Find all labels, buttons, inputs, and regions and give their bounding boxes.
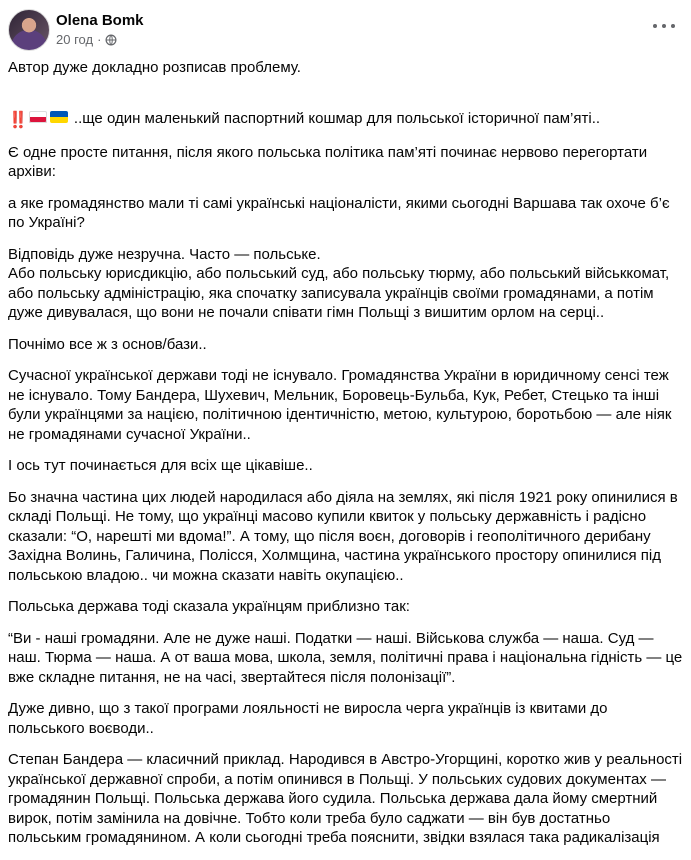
paragraph-8: І ось тут починається для всіх ще цікавіше.. bbox=[8, 457, 313, 474]
paragraph-9: Бо значна частина цих людей народилася або діяла на землях, які після 1921 року опинилися в складі Польщі. Не тому, що українці масово купили квиток у польську державність і радісно сказали: “О, нарешті ми вдома!”. А тому, що після воєн, договорів і геополітичного дерибану Західна Волинь, Галичина, Полісся, Холмщина, частина українського простору опинилися під польською владою.. чи можна сказати навіть окупацією.. bbox=[8, 488, 678, 584]
paragraph-5: Відповідь дуже незручна. Часто — польське. Або польську юрисдикцію, або польський суд, або польську тюрму, або польський військкомат, або польську адміністрацію, яка спочатку записувала українців своїми громадянами, а потім дуже дивувалася, що вони не почали співати гімн Польщі з вишитим орлом на серці.. bbox=[8, 245, 670, 321]
meta-separator: · bbox=[97, 32, 102, 47]
post-header bbox=[8, 9, 691, 51]
post-text bbox=[8, 58, 683, 860]
paragraph-7: Сучасної української держави тоді не існувало. Громадянства України в юридичному сенсі теж не існувало. Тому Бандера, Шухевич, Мельник, Боровець-Бульба, Кук, Ребет, Стецько та інші були українцями за нацією, політичною ідентичністю, метою, культурою, боротьбою — але ніяк не громадянами сучасної України.. bbox=[8, 367, 672, 443]
poland-flag-icon bbox=[29, 111, 47, 123]
paragraph-10: Польська держава тоді сказала українцям приблизно так: bbox=[8, 598, 410, 615]
more-horizontal-icon[interactable] bbox=[653, 18, 675, 34]
paragraph-12: Дуже дивно, що з такої програми лояльності не виросла черга українців із квитами до польського воєводи.. bbox=[8, 700, 608, 737]
paragraph-1: Автор дуже докладно розписав проблему. bbox=[8, 59, 301, 76]
double-exclamation-icon: ‼️ bbox=[8, 112, 26, 129]
ukraine-flag-icon bbox=[50, 111, 68, 123]
paragraph-2-text: ..ще один маленький паспортний кошмар для польської історичної пам’яті.. bbox=[73, 110, 601, 127]
author-name[interactable]: Olena Bomk bbox=[56, 12, 144, 29]
paragraph-2 bbox=[8, 90, 683, 131]
globe-icon[interactable] bbox=[105, 34, 117, 46]
paragraph-13: Степан Бандера — класичний приклад. Народився в Австро-Угорщині, коротко жив у реальності української державної спроби, а потім опинився в Польщі. У польських судових документах — громадянин Польщі. Польська держава його судила. Польська держава дала йому смертний вирок, потім замінила на довічне. Тобто коли треба було саджати — він був достатньо польським громадянином. А коли сьогодні треба пояснити, звідки взялася така радикалізація bbox=[8, 751, 683, 846]
paragraph-6: Почнімо все ж з основ/бази.. bbox=[8, 335, 207, 353]
paragraph-11: “Ви - наші громадяни. Але не дуже наші. Податки — наші. Військова служба — наша. Суд — наш. Тюрма — наша. А от ваша мова, школа, земля, політичні права і національна гідність — це вже складне питання, не на часі, звертайтеся після полонізації”. bbox=[8, 629, 683, 686]
emoji-row bbox=[8, 111, 68, 131]
paragraph-4: а яке громадянство мали ті самі українські націоналісти, якими сьогодні Варшава так охоче б’є по Україні? bbox=[8, 194, 670, 231]
paragraph-3: Є одне просте питання, після якого польська політика пам’яті починає нервово перегортати архіви: bbox=[8, 143, 648, 180]
avatar[interactable] bbox=[8, 9, 50, 51]
post-meta bbox=[56, 32, 117, 47]
post-time[interactable]: 20 год bbox=[56, 32, 94, 47]
